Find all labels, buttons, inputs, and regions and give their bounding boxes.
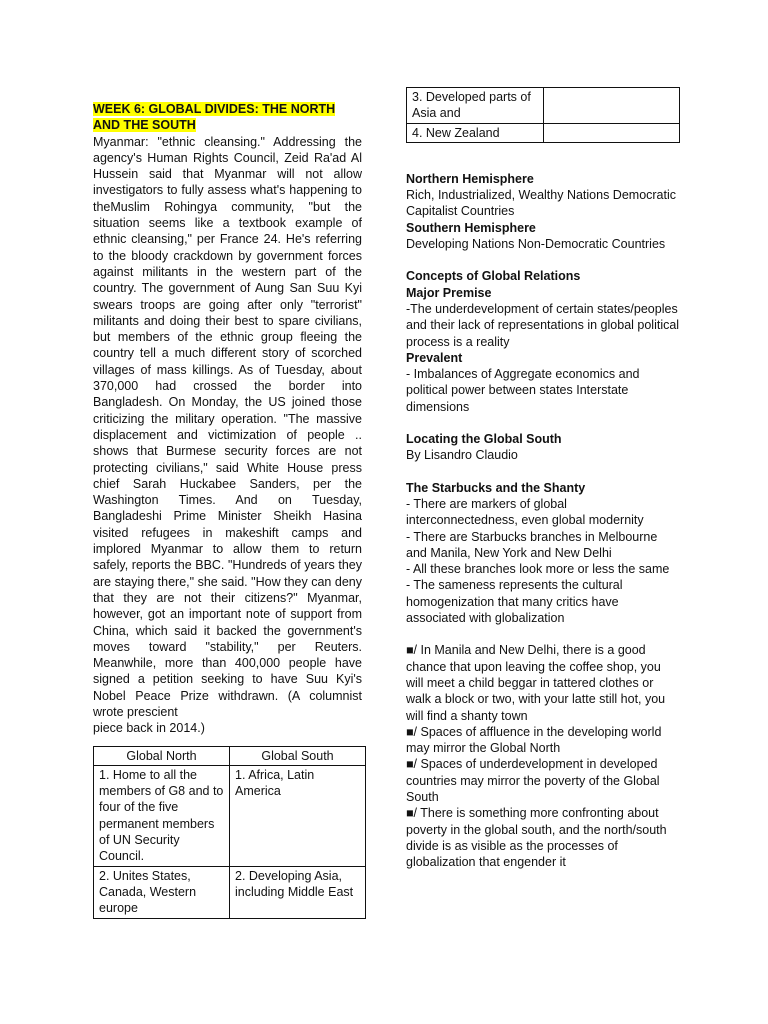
locating-title: Locating the Global South (406, 432, 562, 447)
article-paragraph: Myanmar: "ethnic cleansing." Addressing the agency's Human Rights Council, Zeid Ra'ad Al Hussein said that Myanmar will not allow investigators to fully assess what's happening to theMuslim Rohingya community, "but the situation seems like a textbook example of ethnic cleansing," per France 24. He's referring to the bloody crackdown by government forces against militants in the western part of the country. The government of Aung San Suu Kyi swears troops are going after only "terrorist" militants and doing their best to spare civilians, but members of the ethnic group fleeing the country tell a much different story of scorched villages of mass killings. As of Tuesday, about 370,000 had crossed the border into Bangladesh. On Monday, the US joined those criticizing the military operation. "The massive displacement and victimization of people .. shows that Burmese security forces are not protecting civilians," said White House press chief Sarah Huckabee Sanders, per the Washington Times. And on Tuesday, Bangladeshi Prime Minister Sheikh Hasina visited refugees in makeshift camps and implored Myanmar to allow them to return safely, reports the BBC. "Hundreds of years they are staying there," she said. "How they can deny that they are not their citizens?" Myanmar, however, got an important note of support from China, which said it backed the government's moves toward "stability," per Reuters. Meanwhile, more than 400,000 people have signed a petition seeking to have Suu Kyi's Nobel Peace Prize withdrawn. (A columnist wrote prescient (93, 134, 362, 719)
table-row (94, 765, 366, 866)
table-row (94, 866, 366, 918)
table-cell: 3. Developed parts of Asia and (407, 88, 544, 124)
major-premise-text: -The underdevelopment of certain states/peoples and their lack of representations in global political process is a reality (406, 301, 680, 349)
bullet-item: ■/ In Manila and New Delhi, there is a good chance that upon leaving the coffee shop, you will meet a child beggar in tattered clothes or walk a block or two, with your latte still hot, you will find a shanty town (406, 643, 666, 723)
prevalent-text: - Imbalances of Aggregate economics and political power between states Interstate dimensions (406, 367, 640, 414)
table-row (407, 123, 680, 142)
list-item: - There are Starbucks branches in Melbourne and Manila, New York and New Delhi (406, 529, 658, 560)
locating-author: By Lisandro Claudio (406, 448, 518, 463)
list-item: - All these branches look more or less the same (406, 562, 670, 577)
south-hemisphere-text: Developing Nations Non-Democratic Countries (406, 237, 666, 252)
table-cell (544, 88, 680, 124)
table-cell: 1. Africa, Latin America (230, 765, 366, 866)
concepts-title: Concepts of Global Relations (406, 269, 581, 284)
list-item: - There are markers of global interconnectedness, even global modernity (406, 496, 644, 528)
article-paragraph-end: piece back in 2014.) (93, 721, 205, 736)
table-cell: 2. Developing Asia, including Middle East (230, 866, 366, 918)
heading-text: WEEK 6: GLOBAL DIVIDES: THE NORTH AND THE SOUTH (93, 102, 336, 133)
table-cell: 1. Home to all the members of G8 and to four of the five permanent members of UN Security Council. (94, 765, 230, 866)
list-item: - The sameness represents the cultural homogenization that many critics have associated with globalization (406, 578, 623, 626)
header-global-north: Global North (94, 746, 230, 765)
bullet-item: ■/ Spaces of affluence in the developing world may mirror the Global North (406, 724, 662, 756)
right-column (406, 87, 680, 870)
north-south-table (93, 746, 366, 919)
starbucks-title: The Starbucks and the Shanty (406, 480, 586, 495)
table-header-row (94, 746, 366, 765)
north-hemisphere-text: Rich, Industrialized, Wealthy Nations Democratic Capitalist Countries (406, 188, 677, 219)
bullet-item: ■/ There is something more confronting about poverty in the global south, and the north/south divide is as visible as the processes of globalization that engender it (406, 806, 667, 870)
major-premise-title: Major Premise (406, 285, 492, 300)
left-column (93, 101, 362, 919)
continued-table (406, 87, 680, 143)
prevalent-title: Prevalent (406, 350, 463, 365)
bullet-item: ■/ Spaces of underdevelopment in developed countries may mirror the poverty of the Global South (406, 757, 660, 804)
south-hemisphere-title: Southern Hemisphere (406, 220, 536, 235)
header-global-south: Global South (230, 746, 366, 765)
document-heading (93, 101, 362, 134)
table-cell: 2. Unites States, Canada, Western europe (94, 866, 230, 918)
table-cell: 4. New Zealand (407, 123, 544, 142)
table-row (407, 88, 680, 124)
table-cell (544, 123, 680, 142)
north-hemisphere-title: Northern Hemisphere (406, 171, 534, 186)
